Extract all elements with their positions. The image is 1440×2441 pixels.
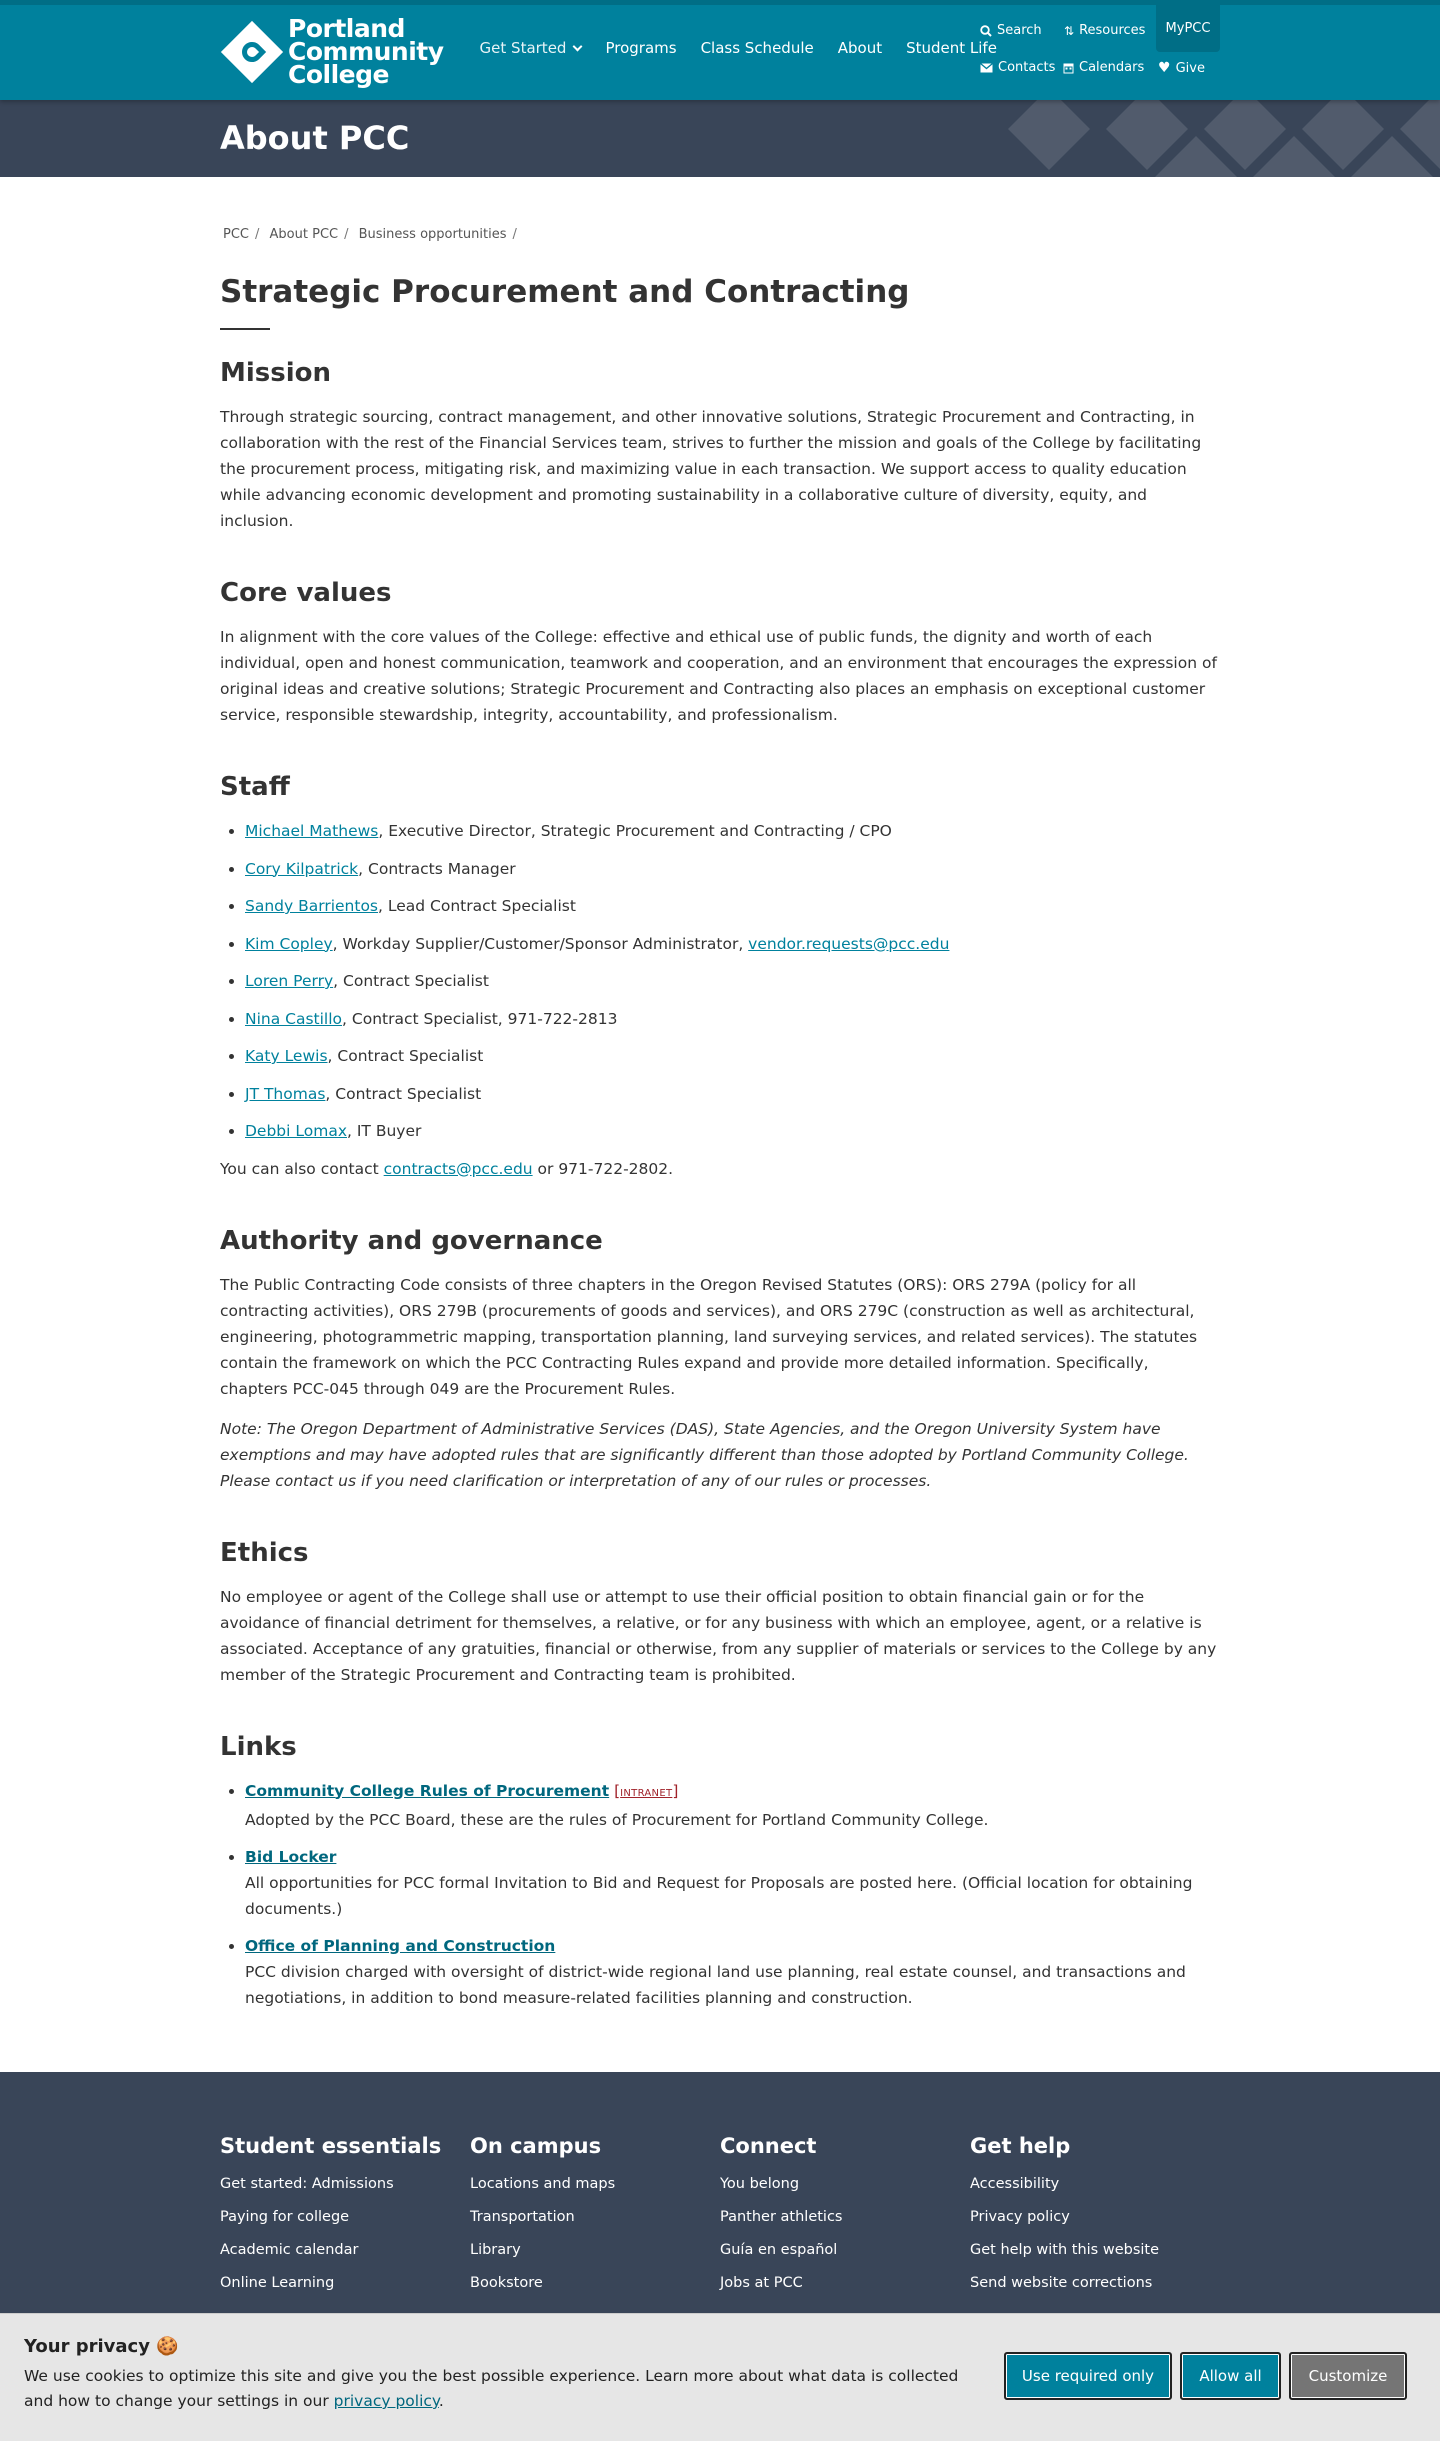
footer-link[interactable]: Paying for college (220, 2209, 350, 2225)
staff-link[interactable]: Michael Mathews (245, 822, 379, 840)
footer-link[interactable]: Privacy policy (970, 2209, 1070, 2225)
staff-link[interactable]: Sandy Barrientos (245, 897, 379, 915)
nav-about[interactable]: About (837, 39, 883, 57)
list-item: • Debbi Lomax, IT Buyer (245, 1118, 1220, 1144)
footer-heading: Get help (970, 2134, 1071, 2158)
list-item (245, 1844, 1220, 1922)
use-required-only-button[interactable]: Use required only (1004, 2352, 1172, 2400)
mission-section (220, 356, 1220, 534)
give-link[interactable]: ♥ Give (1158, 60, 1205, 76)
bid-locker-link[interactable]: Bid Locker (245, 1847, 337, 1866)
mypcc-button[interactable]: MyPCC (1156, 5, 1220, 52)
staff-link[interactable]: Katy Lewis (245, 1047, 328, 1065)
footer-link[interactable]: You belong (720, 2176, 800, 2192)
cookie-icon: 🍪 (156, 2336, 179, 2357)
contracts-email-link[interactable]: contracts@pcc.edu (383, 1159, 533, 1178)
footer-link[interactable]: Guía en español (720, 2242, 838, 2258)
site-header (0, 0, 1440, 100)
allow-all-button[interactable]: Allow all (1180, 2352, 1281, 2400)
link-description: PCC division charged with oversight of district-wide regional land use planning, real estate counsel, and transactions and negotiations, in addition to bond measure-related facilities planning and construction. (245, 1962, 1186, 2007)
contacts-link[interactable]: Contacts (980, 60, 1055, 75)
staff-link[interactable]: Cory Kilpatrick (245, 859, 359, 878)
ethics-text: No employee or agent of the College shall use or attempt to use their official position to obtain financial gain or for the avoidance of financial detriment for themselves, a relative, or for any business with which an employee, agent, or a relative is associated. Acceptance of any gratuities, financial or otherwise, from any supplier of materials or services to the College by any member of the Strategic Procurement and Contracting team is prohibited. (220, 1587, 1217, 1684)
ethics-heading: Ethics (220, 1537, 309, 1568)
section-title: About PCC (220, 119, 410, 157)
search-icon (980, 25, 992, 37)
utility-nav (980, 5, 1220, 100)
footer-link[interactable]: Get started: Admissions (220, 2176, 394, 2192)
list-item: • JT Thomas, Contract Specialist (245, 1081, 1220, 1107)
breadcrumb-pcc[interactable]: PCC (223, 227, 249, 242)
privacy-text: We use cookies to optimize this site and give you the best possible experience. Learn more about what data is collected and how to change your settings in our privacy policy. (24, 2367, 959, 2410)
calendars-link[interactable]: Calendars (1063, 60, 1144, 75)
privacy-policy-link[interactable]: privacy policy (333, 2392, 439, 2410)
footer-link[interactable]: Bookstore (470, 2275, 543, 2291)
core-values-text: In alignment with the core values of the College: effective and ethical use of public funds, the dignity and worth of each individual, open and honest communication, teamwork and cooperation, and an environment that encourages the expression of original ideas and creative solutions; Strategic Procurement and Contracting also places an emphasis on exceptional customer service, responsible stewardship, integrity, accountability, and professionalism. (220, 628, 1217, 724)
breadcrumb-business-opportunities[interactable]: Business opportunities (358, 227, 507, 242)
footer-link[interactable]: Transportation (470, 2209, 575, 2225)
planning-construction-link[interactable]: Office of Planning and Construction (245, 1936, 556, 1955)
footer-link[interactable]: Online Learning (220, 2275, 335, 2291)
calendar-icon (1063, 62, 1074, 74)
ethics-section (220, 1536, 1220, 1688)
breadcrumb: PCC / About PCC / Business opportunities / (223, 227, 517, 242)
intranet-badge: INTRANET (620, 1787, 673, 1799)
title-divider (220, 328, 270, 330)
link-description: Adopted by the PCC Board, these are the rules of Procurement for Portland Community College. (245, 1810, 989, 1829)
list-item: • Loren Perry, Contract Specialist (245, 968, 1220, 994)
staff-heading: Staff (220, 772, 290, 802)
list-item: • Sandy Barrientos, Lead Contract Specialist (245, 893, 1220, 919)
footer-column-on-campus (470, 2134, 720, 2308)
envelope-icon (980, 63, 993, 73)
list-item: • Cory Kilpatrick, Contracts Manager (245, 856, 1220, 882)
pcc-logo-icon (220, 20, 284, 84)
footer-link[interactable]: Locations and maps (470, 2176, 616, 2192)
privacy-title: Your privacy 🍪 (24, 2336, 179, 2357)
core-values-section (220, 576, 1220, 728)
nav-student-life[interactable]: Student Life (906, 39, 997, 57)
links-section (220, 1730, 1220, 2011)
rules-of-procurement-link[interactable]: Community College Rules of Procurement (245, 1781, 610, 1800)
authority-text: The Public Contracting Code consists of three chapters in the Oregon Revised Statutes (ORS): ORS 279A (policy for all contracting activities), ORS 279B (procurements of goods and services), and ORS 279C (construction as well as architectural, engineering, photogrammetric mapping, transportation planning, land surveying services, and related services). The statutes contain the framework on which the PCC Contracting Rules expand and provide more detailed information. Specifically, chapters PCC-045 through 049 are the Procurement Rules. (220, 1275, 1198, 1398)
logo-text: Portland Community College (288, 14, 444, 89)
footer-column-get-help (970, 2134, 1220, 2308)
footer-link[interactable]: Library (470, 2242, 521, 2258)
vendor-requests-email-link[interactable]: vendor.requests@pcc.edu (748, 934, 950, 953)
footer-heading: On campus (470, 2134, 602, 2158)
list-item: • Kim Copley, Workday Supplier/Customer/Sponsor Administrator, vendor.requests@pcc.edu (245, 931, 1220, 957)
search-link[interactable]: Search (980, 23, 1042, 38)
section-banner (0, 100, 1440, 177)
link-description: All opportunities for PCC formal Invitation to Bid and Request for Proposals are posted here. (Official location for obtaining documents.) (245, 1873, 1193, 1918)
sort-arrows-icon: ⇅ (1064, 23, 1075, 38)
list-item (245, 1933, 1220, 2011)
list-item: • Community College Rules of Procurement [INTRANET] Adopted by the PCC Board, these are the rules of Procurement for Portland Community College. (245, 1778, 1220, 1833)
page-title: Strategic Procurement and Contracting (220, 274, 910, 310)
footer-link[interactable]: Accessibility (970, 2176, 1060, 2192)
footer-link[interactable]: Panther athletics (720, 2209, 843, 2225)
staff-section (220, 770, 1220, 1182)
customize-button[interactable]: Customize (1289, 2352, 1407, 2400)
staff-list (220, 818, 1220, 1144)
list-item: • Katy Lewis, Contract Specialist (245, 1043, 1220, 1069)
staff-link[interactable]: JT Thomas (245, 1084, 326, 1103)
heart-icon: ♥ (1158, 60, 1171, 76)
footer-link[interactable]: Jobs at PCC (720, 2275, 803, 2291)
staff-link[interactable]: Debbi Lomax (245, 1122, 347, 1140)
mission-text: Through strategic sourcing, contract management, and other innovative solutions, Strategic Procurement and Contracting, in collaboration with the rest of the Financial Services team, strives to further the mission and goals of the College by facilitating the procurement process, mitigating risk, and maximizing value in each transaction. We support access to quality education while advancing economic development and promoting sustainability in a collaborative culture of diversity, equity, and inclusion. (220, 408, 1202, 530)
privacy-banner (0, 2313, 1440, 2441)
authority-section (220, 1224, 1220, 1494)
staff-link[interactable]: Kim Copley (245, 934, 333, 953)
footer-link[interactable]: Get help with this website (970, 2242, 1160, 2258)
nav-get-started[interactable]: Get Started (480, 39, 582, 57)
links-list (220, 1778, 1220, 2011)
breadcrumb-about-pcc[interactable]: About PCC (269, 227, 339, 242)
mission-heading: Mission (220, 358, 332, 388)
list-item: • Michael Mathews, Executive Director, Strategic Procurement and Contracting / CPO (245, 818, 1220, 844)
resources-link[interactable]: ⇅ Resources (1064, 23, 1146, 38)
nav-class-schedule[interactable]: Class Schedule (700, 39, 814, 57)
chevron-down-icon (573, 41, 583, 51)
authority-note: Note: The Oregon Department of Administrative Services (DAS), State Agencies, and the Oregon University System have exemptions and may have adopted rules that are significantly different than those adopted by Portland Community College. Please contact us if you need clarification or interpretation of any of our rules or processes. (220, 1419, 1189, 1490)
footer-link[interactable]: Academic calendar (220, 2242, 359, 2258)
footer-heading: Connect (720, 2134, 817, 2158)
list-item: • Nina Castillo, Contract Specialist, 971-722-2813 (245, 1006, 1220, 1032)
pcc-logo[interactable] (220, 14, 444, 89)
footer-link[interactable]: Send website corrections (970, 2275, 1153, 2291)
footer-column-connect (720, 2134, 970, 2308)
main-nav (480, 39, 1021, 57)
contact-text: You can also contact contracts@pcc.edu or 971-722-2802. (220, 1159, 674, 1178)
links-heading: Links (220, 1731, 297, 1762)
staff-link[interactable]: Nina Castillo (245, 1009, 343, 1028)
staff-link[interactable]: Loren Perry (245, 972, 334, 990)
core-values-heading: Core values (220, 578, 392, 608)
nav-programs[interactable]: Programs (605, 39, 677, 57)
footer-column-student-essentials (220, 2134, 470, 2308)
authority-heading: Authority and governance (220, 1225, 603, 1256)
footer-heading: Student essentials (220, 2134, 442, 2158)
